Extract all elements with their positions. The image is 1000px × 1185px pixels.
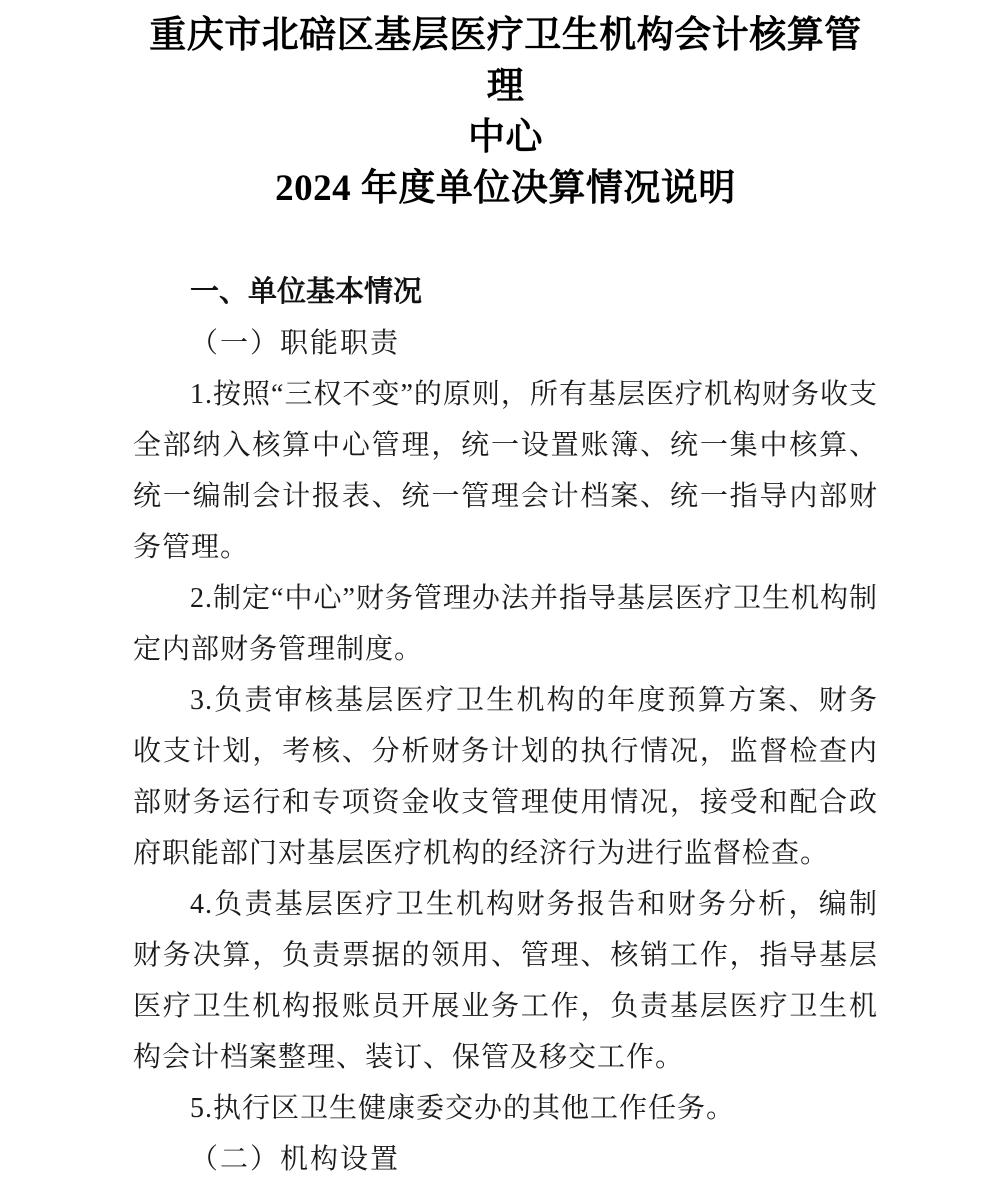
title-line-1: 重庆市北碚区基层医疗卫生机构会计核算管理: [149, 15, 862, 107]
paragraph-duty-3: 3.负责审核基层医疗卫生机构的年度预算方案、财务收支计划，考核、分析财务计划的执行情况，监督检查内部财务运行和专项资金收支管理使用情况，接受和配合政府职能部门对基层医疗机构的经济行为进行监督检查。: [133, 685, 878, 869]
paragraph-duty-2: 2.制定“中心”财务管理办法并指导基层医疗卫生机构制定内部财务管理制度。: [133, 583, 878, 665]
title-line-2: 中心: [468, 117, 543, 158]
section-heading-1: 一、单位基本情况: [190, 276, 423, 308]
subsection-heading-1: （一）职能职责: [190, 328, 401, 359]
paragraph-duty-4: 4.负责基层医疗卫生机构财务报告和财务分析，编制财务决算，负责票据的领用、管理、核销工作，指导基层医疗卫生机构报账员开展业务工作，负责基层医疗卫生机构会计档案整理、装订、保管及移交工作。: [133, 889, 878, 1073]
paragraph-duty-5: 5.执行区卫生健康委交办的其他工作任务。: [190, 1093, 736, 1124]
subsection-heading-2: （二）机构设置: [190, 1144, 401, 1175]
paragraph-duty-1: 1.按照“三权不变”的原则，所有基层医疗机构财务收支全部纳入核算中心管理，统一设置账簿、统一集中核算、统一编制会计报表、统一管理会计档案、统一指导内部财务管理。: [133, 379, 878, 563]
document-subtitle: 2024 年度单位决算情况说明: [275, 168, 736, 209]
document-title: [133, 10, 878, 214]
document-body: [133, 267, 878, 1185]
